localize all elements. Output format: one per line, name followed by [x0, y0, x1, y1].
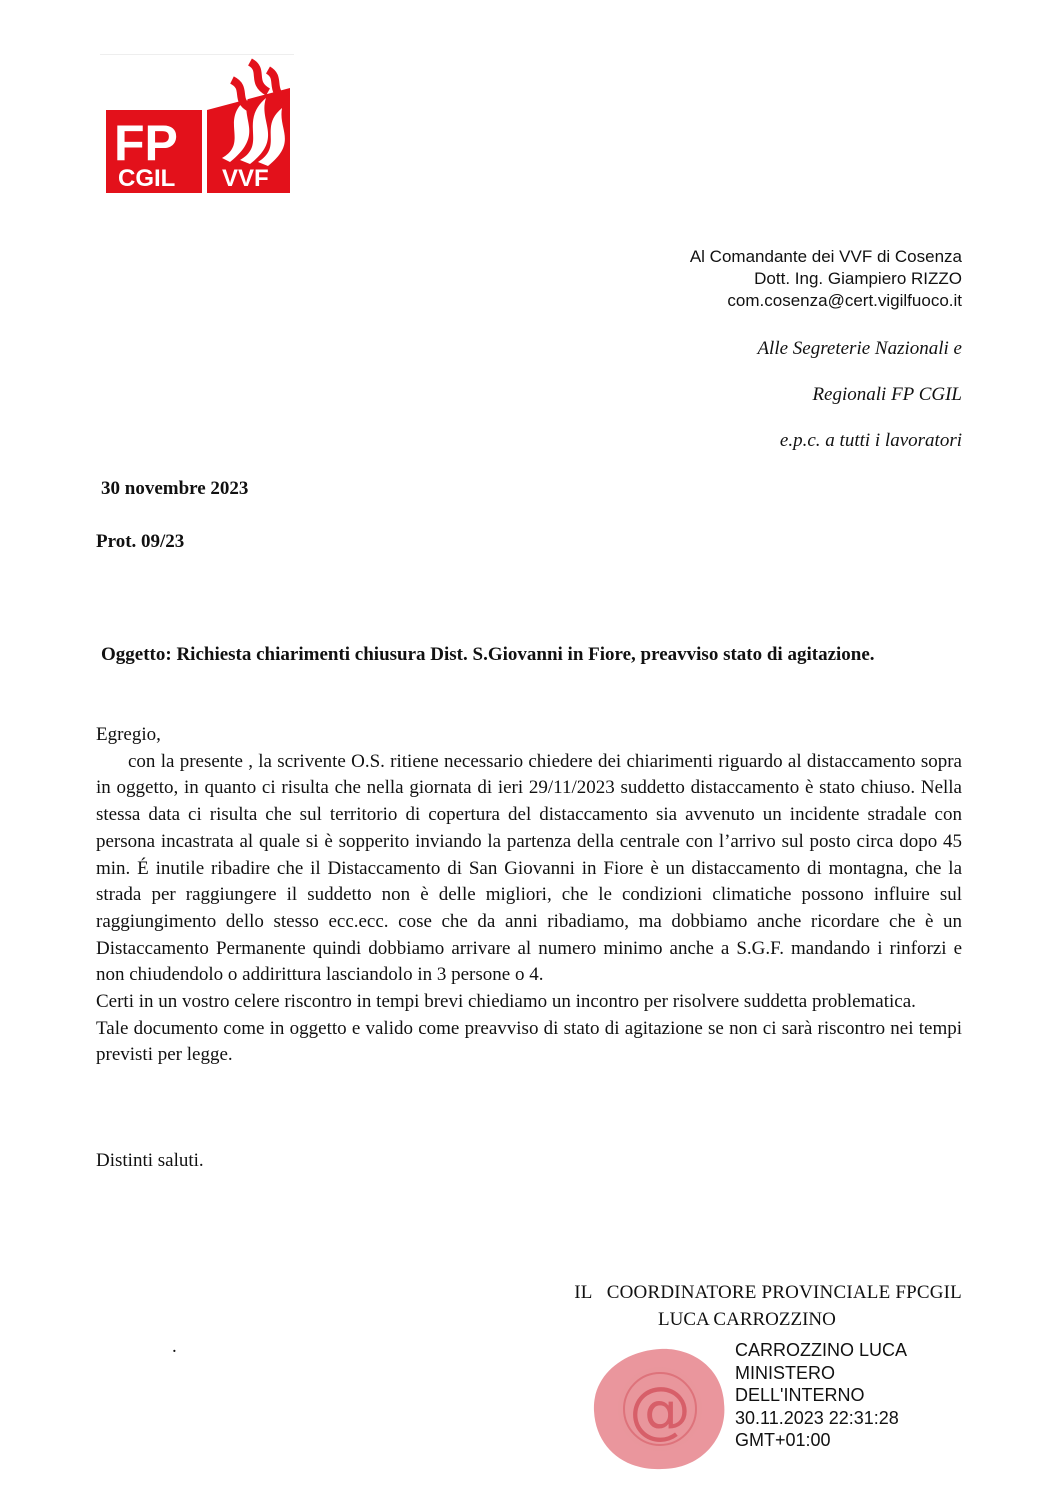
- stamp-timezone: GMT+01:00: [735, 1430, 831, 1450]
- recipient-secondary-2: Regionali FP CGIL: [812, 384, 962, 405]
- logo-cgil-text: CGIL: [118, 165, 176, 192]
- stamp-timestamp: 30.11.2023 22:31:28: [735, 1407, 899, 1428]
- stamp-signer: CARROZZINO LUCA: [735, 1340, 908, 1360]
- stamp-org-2: DELL'INTERNO: [735, 1385, 865, 1405]
- body-paragraph-1: con la presente , la scrivente O.S. ritiene necessario chiedere dei chiarimenti riguardo al distaccamento sopra in oggetto, in quanto ci risulta che nella giornata di ieri 29/11/2023 suddetto distaccamento è stato chiuso. Nella stessa data ci risulta che sul territorio di copertura del distaccamento sia avvenuto un incidente stradale con persona incastrata al quale si è sopperito inviando la partenza della centrale con l’arrivo sul posto circa dopo 45 min. É inutile ribadire che il Distaccamento di San Giovanni in Fiore è un distaccamento di montagna, che la strada per raggiungere il suddetto non è delle migliori, che le condizioni climatiche possono influire sul raggiungimento dello stesso ecc.ecc. cose che da anni ribadiamo, ma dobbiamo anche ricordare che è un Distaccamento Permanente quindi dobbiamo arrivare al numero minimo anche a S.G.F. mandando i rinforzi e non chiudendolo o addirittura lasciandolo in 3 persone o 4.: [96, 750, 962, 986]
- recipient-email: com.cosenza@cert.vigilfuoco.it: [727, 291, 962, 310]
- closing-salutation: Distinti saluti.: [96, 1150, 204, 1171]
- body-paragraph-2: Certi in un vostro celere riscontro in tempi brevi chiediamo un incontro per risolvere suddetta problematica.: [96, 991, 916, 1013]
- body-paragraph-3: Tale documento come in oggetto e valido come preavviso di stato di agitazione se non ci sarà riscontro nei tempi previsti per legge.: [96, 1017, 962, 1066]
- recipient-secondary-1: Alle Segreterie Nazionali e: [757, 338, 962, 359]
- subject-text: Oggetto: Richiesta chiarimenti chiusura Dist. S.Giovanni in Fiore, preavviso stato di agitazione.: [101, 644, 875, 665]
- stamp-org-1: MINISTERO: [735, 1362, 836, 1383]
- recipient-line-2: Dott. Ing. Giampiero RIZZO: [754, 269, 962, 288]
- letter-subject: [96, 641, 962, 669]
- logo-fp-text: FP: [114, 115, 178, 171]
- signatory-name: LUCA CARROZZINO: [658, 1309, 836, 1330]
- recipient-line-1: Al Comandante dei VVF di Cosenza: [689, 247, 962, 266]
- protocol-number: Prot. 09/23: [96, 531, 185, 552]
- digital-signature-text: [735, 1339, 955, 1452]
- logo-vvf-text: VVF: [222, 165, 269, 192]
- digital-signature-seal-icon: [590, 1345, 730, 1473]
- svg-text:@: @: [629, 1373, 691, 1446]
- signatory-title: IL COORDINATORE PROVINCIALE FPCGIL: [574, 1282, 962, 1303]
- letter-date: 30 novembre 2023: [101, 478, 249, 499]
- letter-body: [96, 722, 962, 1069]
- recipient-secondary-3: e.p.c. a tutti i lavoratori: [779, 430, 962, 451]
- greeting: Egregio,: [96, 724, 161, 745]
- stray-dot: .: [172, 1336, 177, 1357]
- fp-cgil-vvf-logo: [100, 50, 298, 200]
